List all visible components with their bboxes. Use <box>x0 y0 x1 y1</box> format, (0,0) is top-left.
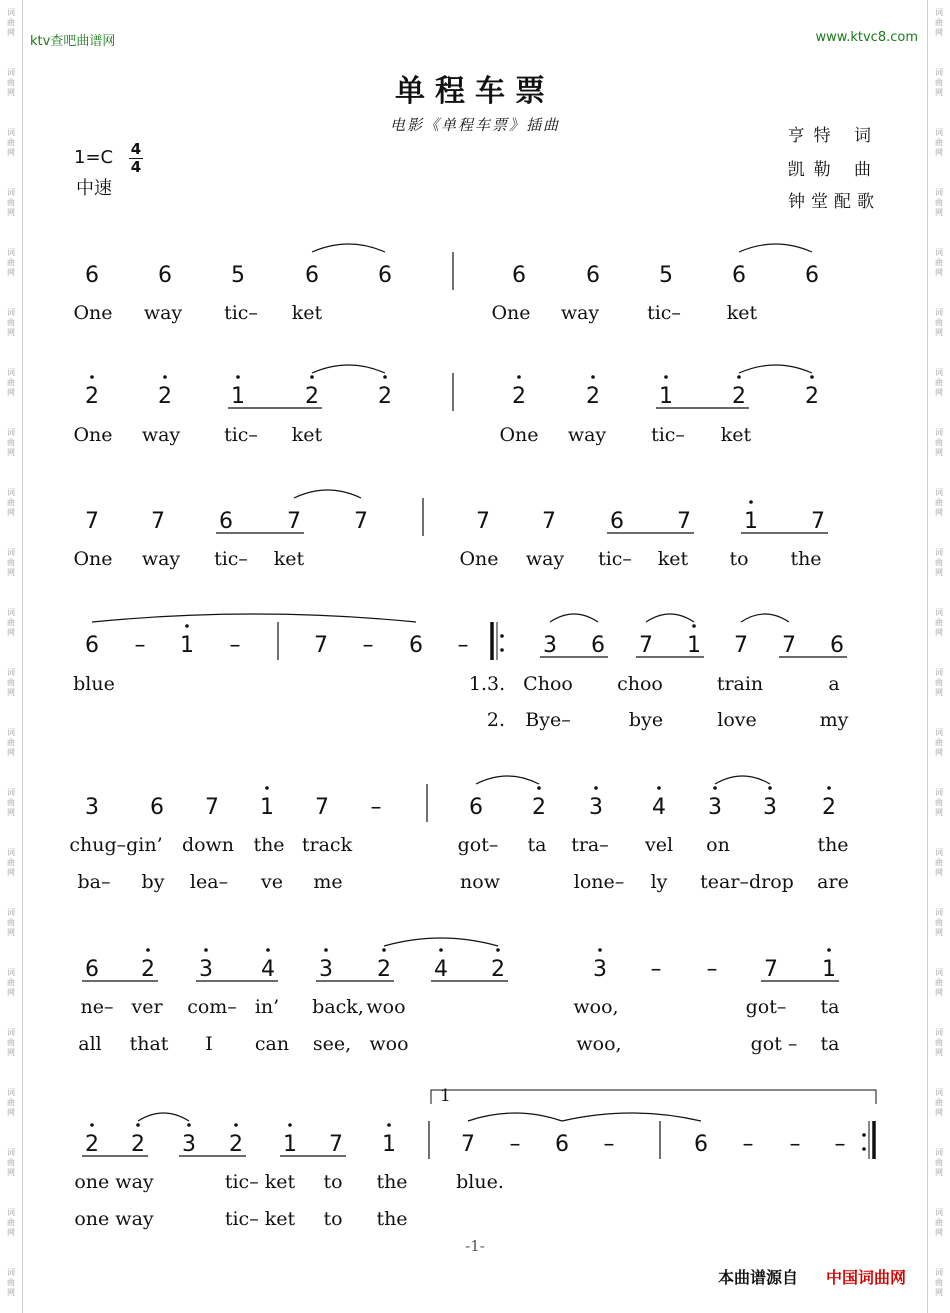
note: 6 <box>85 957 99 982</box>
note: 5 <box>659 263 673 288</box>
octave-dot <box>310 375 314 379</box>
octave-dot <box>288 1123 292 1127</box>
lyric-syllable: got– <box>745 996 787 1018</box>
tie-slur <box>562 1113 701 1121</box>
octave-dot <box>439 948 443 952</box>
credit-lyricist: 亨特 词 <box>787 126 880 146</box>
note: 7 <box>764 957 778 982</box>
note: 7 <box>639 633 653 658</box>
watermark-stack: 词 曲 网 <box>7 1208 15 1237</box>
note: 6 <box>305 263 319 288</box>
note: – <box>742 1132 754 1157</box>
octave-dot <box>768 786 772 790</box>
watermark-stack: 词 曲 网 <box>935 728 943 757</box>
lyric-syllable: way <box>141 424 181 446</box>
source-site-link[interactable]: 中国词曲网 <box>826 1268 907 1287</box>
watermark-stack: 词 曲 网 <box>7 248 15 277</box>
octave-dot <box>598 948 602 952</box>
octave-dot <box>657 786 661 790</box>
note: 6 <box>586 263 600 288</box>
lyric-syllable: bye <box>628 709 664 731</box>
octave-dot <box>537 786 541 790</box>
lyric-syllable: way <box>143 302 183 324</box>
watermark-stack: 词 曲 网 <box>7 908 15 937</box>
tie-slur <box>715 776 770 784</box>
note: 3 <box>593 957 607 982</box>
tie-slur <box>92 614 416 622</box>
lyric-syllable: One <box>73 424 113 446</box>
lyric-syllable: lone– <box>573 871 625 893</box>
lyric-syllable: way <box>141 548 181 570</box>
note: 2 <box>85 384 99 409</box>
header-left-site: ktv查吧曲谱网 <box>30 34 116 49</box>
note: 2 <box>732 384 746 409</box>
note: 7 <box>542 509 556 534</box>
octave-dot <box>827 948 831 952</box>
octave-dot <box>90 375 94 379</box>
octave-dot <box>90 1123 94 1127</box>
note: 6 <box>591 633 605 658</box>
lyric-syllable: tic– <box>598 548 632 570</box>
note: – <box>650 957 662 982</box>
octave-dot <box>737 375 741 379</box>
lyric-syllable: now <box>460 871 500 893</box>
watermark-stack: 词 曲 网 <box>935 1028 943 1057</box>
note: 7 <box>329 1132 343 1157</box>
octave-dot <box>382 948 386 952</box>
lyric-syllable: ket <box>273 548 305 570</box>
note: 3 <box>319 957 333 982</box>
note: 7 <box>314 633 328 658</box>
note: 4 <box>652 795 666 820</box>
note: 1 <box>744 509 758 534</box>
lyric-syllable: ket <box>291 424 323 446</box>
lyric-syllable: to <box>729 548 749 570</box>
watermark-stack: 词 曲 网 <box>935 428 943 457</box>
watermark-stack: 词 曲 网 <box>935 908 943 937</box>
watermark-stack: 词 曲 网 <box>935 308 943 337</box>
note: 4 <box>434 957 448 982</box>
octave-dot <box>749 500 753 504</box>
lyric-syllable: love <box>717 709 757 731</box>
volta-bracket <box>431 1090 876 1104</box>
lyric-syllable: One <box>499 424 539 446</box>
lyric-syllable: One <box>73 302 113 324</box>
lyric-syllable: tic– <box>214 548 248 570</box>
note: 3 <box>199 957 213 982</box>
note: 6 <box>85 263 99 288</box>
lyric-syllable: One <box>459 548 499 570</box>
note: 2 <box>229 1132 243 1157</box>
watermark-stack: 词 曲 网 <box>935 668 943 697</box>
tie-slur <box>312 244 385 252</box>
note: 2 <box>378 384 392 409</box>
watermark-stack: 词 曲 网 <box>935 1088 943 1117</box>
note: 3 <box>708 795 722 820</box>
note: 2 <box>512 384 526 409</box>
credit-arranger: 钟堂配歌 <box>788 192 880 212</box>
note: 1 <box>180 633 194 658</box>
watermark-stack: 词 曲 网 <box>935 548 943 577</box>
note: 3 <box>85 795 99 820</box>
lyric-syllable: 2. <box>486 709 506 731</box>
note: 6 <box>378 263 392 288</box>
watermark-stack: 词 曲 网 <box>7 128 15 157</box>
lyric-syllable: ket <box>291 302 323 324</box>
note: 7 <box>85 509 99 534</box>
lyric-syllable: tic– <box>224 302 258 324</box>
watermark-stack: 词 曲 网 <box>7 308 15 337</box>
note: 1 <box>260 795 274 820</box>
lyric-syllable: ket <box>726 302 758 324</box>
note: 4 <box>261 957 275 982</box>
lyric-syllable: choo <box>617 673 663 695</box>
lyric-syllable: way <box>567 424 607 446</box>
octave-dot <box>517 375 521 379</box>
note: 7 <box>354 509 368 534</box>
note: 6 <box>158 263 172 288</box>
lyric-syllable: can <box>254 1033 290 1055</box>
octave-dot <box>713 786 717 790</box>
note: 2 <box>158 384 172 409</box>
note: 6 <box>694 1132 708 1157</box>
credit-composer: 凯勒 曲 <box>787 160 880 180</box>
lyric-syllable: com– <box>187 996 237 1018</box>
note: – <box>229 633 241 658</box>
watermark-stack: 词 曲 网 <box>7 1148 15 1177</box>
tie-slur <box>312 365 385 373</box>
note: 6 <box>409 633 423 658</box>
note: 1 <box>687 633 701 658</box>
note: 7 <box>734 633 748 658</box>
note: – <box>706 957 718 982</box>
lyric-syllable: ne– <box>80 996 114 1018</box>
note: 1 <box>231 384 245 409</box>
repeat-dot <box>500 648 504 652</box>
watermark-stack: 词 曲 网 <box>7 1088 15 1117</box>
note: 2 <box>131 1132 145 1157</box>
octave-dot <box>236 375 240 379</box>
note: 1 <box>822 957 836 982</box>
note: 1 <box>659 384 673 409</box>
lyric-syllable: back, <box>312 996 364 1018</box>
lyric-syllable: me <box>313 871 343 893</box>
tie-slur <box>294 490 361 498</box>
volta-label: 1 <box>440 1086 451 1106</box>
lyric-syllable: by <box>141 871 165 893</box>
page-number: -1- <box>465 1237 485 1255</box>
octave-dot <box>185 624 189 628</box>
octave-dot <box>265 786 269 790</box>
octave-dot <box>810 375 814 379</box>
watermark-stack: 词 曲 网 <box>7 428 15 457</box>
note: 7 <box>811 509 825 534</box>
note: 7 <box>677 509 691 534</box>
tie-slur <box>741 614 789 622</box>
note: 7 <box>205 795 219 820</box>
lyric-syllable: ve <box>261 871 283 893</box>
note: 6 <box>805 263 819 288</box>
note: – <box>457 633 469 658</box>
watermark-stack: 词 曲 网 <box>935 488 943 517</box>
lyric-syllable: I <box>205 1033 213 1055</box>
lyric-syllable: ver <box>131 996 163 1018</box>
note: 6 <box>555 1132 569 1157</box>
watermark-stack: 词 曲 网 <box>7 488 15 517</box>
lyric-syllable: blue <box>73 673 115 695</box>
lyric-syllable: woo, <box>573 996 619 1018</box>
octave-dot <box>204 948 208 952</box>
octave-dot <box>827 786 831 790</box>
watermark-stack: 词 曲 网 <box>7 368 15 397</box>
watermark-stack: 词 曲 网 <box>7 548 15 577</box>
lyric-syllable: my <box>819 709 849 731</box>
note: 2 <box>305 384 319 409</box>
note: 6 <box>469 795 483 820</box>
lyric-syllable: tic– ket <box>224 1208 296 1230</box>
watermark-stack: 词 曲 网 <box>935 68 943 97</box>
note: 2 <box>822 795 836 820</box>
note: – <box>509 1132 521 1157</box>
tie-slur <box>138 1113 189 1121</box>
lyric-syllable: in’ <box>254 996 280 1018</box>
tie-slur <box>384 938 498 946</box>
octave-dot <box>324 948 328 952</box>
note: 6 <box>732 263 746 288</box>
lyric-syllable: the <box>790 548 822 570</box>
watermark-stack: 词 曲 网 <box>935 968 943 997</box>
octave-dot <box>387 1123 391 1127</box>
repeat-dot <box>862 1133 866 1137</box>
note: 6 <box>150 795 164 820</box>
lyric-syllable: ta <box>820 1033 840 1055</box>
watermark-stack: 词 曲 网 <box>935 1148 943 1177</box>
lyric-syllable: got– <box>457 834 499 856</box>
note: 7 <box>315 795 329 820</box>
header-right-site: www.ktvc8.com <box>815 30 918 45</box>
octave-dot <box>383 375 387 379</box>
lyric-syllable: lea– <box>189 871 229 893</box>
lyric-syllable: down <box>181 834 235 856</box>
watermark-stack: 词 曲 网 <box>935 248 943 277</box>
octave-dot <box>664 375 668 379</box>
note: 2 <box>586 384 600 409</box>
note: 3 <box>589 795 603 820</box>
octave-dot <box>496 948 500 952</box>
note: 5 <box>231 263 245 288</box>
octave-dot <box>234 1123 238 1127</box>
song-subtitle: 电影《单程车票》插曲 <box>389 116 560 134</box>
lyric-syllable: Choo <box>523 673 573 695</box>
watermark-stack: 词 曲 网 <box>935 1268 943 1297</box>
lyric-syllable: to <box>323 1171 343 1193</box>
lyric-syllable: tra– <box>571 834 609 856</box>
lyric-syllable: 1.3. <box>468 673 506 695</box>
note: 6 <box>85 633 99 658</box>
time-signature-top: 4 <box>130 140 142 158</box>
lyric-syllable: way <box>560 302 600 324</box>
note: 6 <box>610 509 624 534</box>
lyric-syllable: on <box>706 834 730 856</box>
lyric-syllable: tear–drop <box>700 871 794 893</box>
note: 1 <box>283 1132 297 1157</box>
watermark-stack: 词 曲 网 <box>935 8 943 37</box>
lyric-syllable: ket <box>720 424 752 446</box>
lyric-syllable: tic– <box>224 424 258 446</box>
octave-dot <box>692 624 696 628</box>
lyric-syllable: woo, <box>576 1033 622 1055</box>
lyric-syllable: train <box>716 673 764 695</box>
time-signature-bottom: 4 <box>130 158 142 176</box>
lyric-syllable: One <box>491 302 531 324</box>
watermark-stack: 词 曲 网 <box>935 188 943 217</box>
lyric-syllable: chug–gin’ <box>69 834 163 856</box>
watermark-stack: 词 曲 网 <box>7 968 15 997</box>
watermark-stack: 词 曲 网 <box>7 1268 15 1297</box>
watermark-stack: 词 曲 网 <box>935 848 943 877</box>
lyric-syllable: ta <box>820 996 840 1018</box>
watermark-stack: 词 曲 网 <box>7 848 15 877</box>
lyric-syllable: tic– ket <box>224 1171 296 1193</box>
watermark-stack: 词 曲 网 <box>935 788 943 817</box>
watermark-stack: 词 曲 网 <box>935 368 943 397</box>
note: 2 <box>377 957 391 982</box>
lyric-syllable: one way <box>74 1208 154 1230</box>
lyric-syllable: ba– <box>77 871 111 893</box>
note: 7 <box>287 509 301 534</box>
watermark-stack: 词 曲 网 <box>935 128 943 157</box>
watermark-stack: 词 曲 网 <box>7 1028 15 1057</box>
tie-slur <box>550 614 598 622</box>
octave-dot <box>591 375 595 379</box>
lyric-syllable: got – <box>750 1033 798 1055</box>
tie-slur <box>476 776 539 784</box>
lyric-syllable: a <box>828 673 840 695</box>
tie-slur <box>739 365 812 373</box>
lyric-syllable: to <box>323 1208 343 1230</box>
watermark-stack: 词 曲 网 <box>7 608 15 637</box>
lyric-syllable: woo <box>369 1033 409 1055</box>
lyric-syllable: blue. <box>456 1171 504 1193</box>
note: 7 <box>461 1132 475 1157</box>
source-prefix: 本曲谱源自 <box>718 1268 799 1287</box>
lyric-syllable: woo <box>366 996 406 1018</box>
lyric-syllable: ket <box>657 548 689 570</box>
lyric-syllable: the <box>817 834 849 856</box>
lyric-syllable: track <box>301 834 353 856</box>
lyric-syllable: the <box>253 834 285 856</box>
watermark-stack: 词 曲 网 <box>935 608 943 637</box>
watermark-stack: 词 曲 网 <box>7 728 15 757</box>
tie-slur <box>739 244 812 252</box>
note: – <box>603 1132 615 1157</box>
lyric-syllable: Bye– <box>525 709 571 731</box>
octave-dot <box>136 1123 140 1127</box>
watermark-stack: 词 曲 网 <box>935 1208 943 1237</box>
watermark-stack: 词 曲 网 <box>7 788 15 817</box>
watermark-stack: 词 曲 网 <box>7 68 15 97</box>
watermark-stack: 词 曲 网 <box>7 188 15 217</box>
repeat-dot <box>500 634 504 638</box>
note: 2 <box>532 795 546 820</box>
lyric-syllable: that <box>129 1033 169 1055</box>
lyric-syllable: tic– <box>647 302 681 324</box>
note: 3 <box>182 1132 196 1157</box>
note: 6 <box>219 509 233 534</box>
note: 1 <box>382 1132 396 1157</box>
octave-dot <box>187 1123 191 1127</box>
song-title: 单程车票 <box>395 74 555 109</box>
lyric-syllable: ly <box>650 871 668 893</box>
lyric-syllable: all <box>78 1033 102 1055</box>
octave-dot <box>594 786 598 790</box>
note: 7 <box>782 633 796 658</box>
octave-dot <box>146 948 150 952</box>
tie-slur <box>468 1113 562 1121</box>
note: 3 <box>543 633 557 658</box>
watermark-stack: 词 曲 网 <box>7 8 15 37</box>
note: – <box>134 633 146 658</box>
lyric-syllable: the <box>376 1171 408 1193</box>
lyric-syllable: way <box>525 548 565 570</box>
octave-dot <box>163 375 167 379</box>
note: 7 <box>476 509 490 534</box>
note: – <box>362 633 374 658</box>
lyric-syllable: ta <box>527 834 547 856</box>
note: 6 <box>512 263 526 288</box>
tempo-marking: 中速 <box>76 178 112 199</box>
repeat-dot <box>862 1147 866 1151</box>
watermark-stack: 词 曲 网 <box>7 668 15 697</box>
note: 2 <box>805 384 819 409</box>
lyric-syllable: tic– <box>651 424 685 446</box>
key-signature: 1=C <box>74 147 114 168</box>
lyric-syllable: are <box>817 871 849 893</box>
lyric-syllable: vel <box>644 834 674 856</box>
lyric-syllable: see, <box>312 1033 352 1055</box>
note: 2 <box>85 1132 99 1157</box>
octave-dot <box>266 948 270 952</box>
note: 3 <box>763 795 777 820</box>
note: – <box>834 1132 846 1157</box>
note: 6 <box>830 633 844 658</box>
lyric-syllable: the <box>376 1208 408 1230</box>
note: – <box>370 795 382 820</box>
note: 2 <box>141 957 155 982</box>
note: 7 <box>151 509 165 534</box>
note: – <box>789 1132 801 1157</box>
lyric-syllable: one way <box>74 1171 154 1193</box>
note: 2 <box>491 957 505 982</box>
lyric-syllable: One <box>73 548 113 570</box>
tie-slur <box>646 614 694 622</box>
